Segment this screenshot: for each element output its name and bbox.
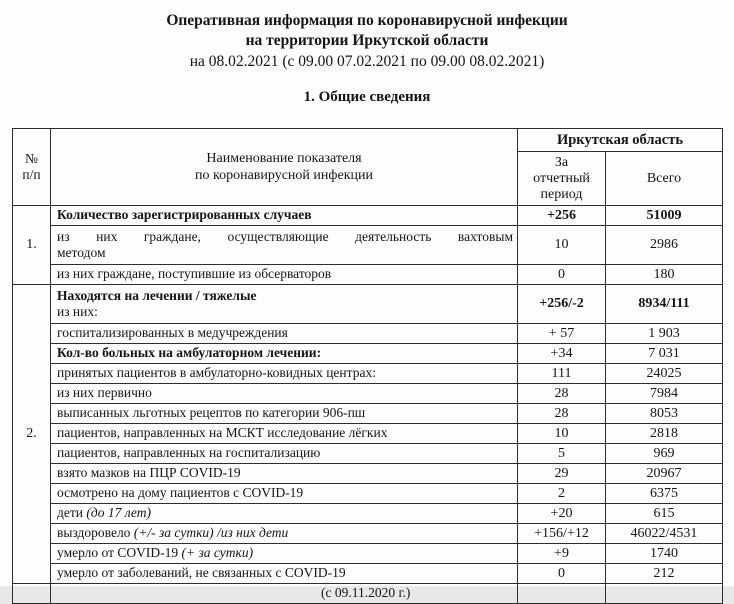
table-row [13,384,723,404]
table-row [13,464,723,484]
indicator-text: пациентов, направленных на госпитализацию [57,445,321,461]
total-value-cell: 7984 [606,384,723,404]
table-row [13,544,723,564]
indicator-italic-note: (+/- за сутки) /из них дети [133,525,289,541]
total-value-cell: 615 [606,504,723,524]
indicator-cell [51,285,518,324]
total-value-cell: 2818 [606,424,723,444]
indicator-cell [51,265,518,285]
indicator-text: пациентов, направленных на МСКТ исследование лёгких [57,425,388,441]
period-value-cell: +34 [518,344,606,364]
table-row [13,424,723,444]
total-value-cell: 1 903 [606,324,723,344]
table-row [13,504,723,524]
indicator-cell [51,564,518,584]
table-header-row-1 [13,129,723,152]
row-number-cell [13,584,51,604]
period-value-cell: 0 [518,265,606,285]
table-row [13,484,723,504]
period-value-cell: +256/-2 [518,285,606,324]
table-row [13,524,723,544]
column-header-total: Всего [606,152,723,206]
indicator-subtext: из них: [57,304,98,319]
indicator-text: Находятся на лечении / тяжелые [57,287,257,303]
indicator-text: Кол-во больных на амбулаторном лечении: [57,345,322,361]
title-line-1: Оперативная информация по коронавирусной инфекции [166,12,568,29]
table-row [13,344,723,364]
indicator-text: умерло от COVID-19 (+ за сутки) [57,545,254,561]
column-header-region: Иркутская область [518,129,723,152]
indicator-cell [51,424,518,444]
total-value-cell: 6375 [606,484,723,504]
period-value-cell: +256 [518,206,606,226]
period-header-line1: За [554,154,569,170]
indicator-cell [51,344,518,364]
column-header-number [13,129,51,206]
table-row [13,226,723,265]
period-value-cell: 0 [518,564,606,584]
period-value-cell: 2 [518,484,606,504]
indicator-header-line2: по коронавирусной инфекции [195,168,373,183]
indicator-cell [51,404,518,424]
period-value-cell: 111 [518,364,606,384]
table-row [13,564,723,584]
general-info-table [12,128,723,604]
indicator-text: из них граждане, осуществляющие деятельность вахтовым [57,228,513,244]
indicator-text: осмотрено на дому пациентов с COVID-19 [57,485,304,501]
total-value-cell: 1740 [606,544,723,564]
total-value-cell: 969 [606,444,723,464]
indicator-cell [51,324,518,344]
indicator-text: из них граждане, поступившие из обсерваторов [57,266,332,282]
total-value-cell: 24025 [606,364,723,384]
total-value-cell: 51009 [606,206,723,226]
table-body [13,206,723,604]
table-row [13,444,723,464]
indicator-text: выписанных льготных рецептов по категории 906-пш [57,405,366,421]
indicator-cell [51,364,518,384]
period-header-line2: отчетный [533,170,590,186]
period-value-cell: 10 [518,226,606,265]
indicator-text: умерло от заболеваний, не связанных с COVID-19 [57,565,346,581]
period-header-line3: период [540,186,583,202]
period-value-cell: 10 [518,424,606,444]
total-value-cell: 8934/111 [606,285,723,324]
indicator-cell [51,484,518,504]
period-value-cell: 29 [518,464,606,484]
table-row [13,364,723,384]
indicator-cell [51,504,518,524]
indicator-text: госпитализированных в медучреждения [57,325,288,341]
indicator-text: Количество зарегистрированных случаев [57,207,312,223]
period-value-cell: 28 [518,384,606,404]
period-value-cell [518,584,606,604]
indicator-cell [51,544,518,564]
total-value-cell [606,584,723,604]
table-row [13,285,723,324]
period-value-cell: +9 [518,544,606,564]
number-header-line1: № [25,151,38,166]
period-value-cell: +20 [518,504,606,524]
indicator-text: из них первично [57,385,152,401]
indicator-cell [51,444,518,464]
indicator-cell [51,206,518,226]
indicator-text: дети (до 17 лет) [57,505,151,521]
title-line-3: на 08.02.2021 (с 09.00 07.02.2021 по 09.00 08.02.2021) [189,53,545,70]
indicator-cell [51,226,518,265]
number-header-line2: п/п [22,167,41,182]
total-value-cell: 20967 [606,464,723,484]
total-value-cell: 2986 [606,226,723,265]
table-row-partial [13,584,723,604]
indicator-text: взято мазков на ПЦР COVID-19 [57,465,241,481]
indicator-text: принятых пациентов в амбулаторно-ковидных центрах: [57,365,376,381]
indicator-cell: (с 09.11.2020 г.) [51,584,518,604]
indicator-cell [51,464,518,484]
total-value-cell: 46022/4531 [606,524,723,544]
indicator-text: выздоровело (+/- за сутки) /из них дети [57,525,289,541]
period-value-cell: 28 [518,404,606,424]
period-value-cell: + 57 [518,324,606,344]
total-value-cell: 180 [606,265,723,285]
column-header-indicator [51,129,518,206]
total-value-cell: 8053 [606,404,723,424]
table-row [13,324,723,344]
row-number-cell: 2. [13,285,51,584]
total-value-cell: 212 [606,564,723,584]
title-line-2: на территории Иркутской области [245,32,489,49]
indicator-italic-note: (+ за сутки) [181,545,254,561]
section-heading: 1. Общие сведения [303,89,431,105]
indicator-header-line1: Наименование показателя [206,151,362,166]
column-header-period [518,152,606,206]
period-value-cell: 5 [518,444,606,464]
table-row [13,265,723,285]
table-row [13,404,723,424]
table-row [13,206,723,226]
period-value-cell: +156/+12 [518,524,606,544]
row-number-cell: 1. [13,206,51,285]
indicator-cell [51,524,518,544]
indicator-italic-note: (до 17 лет) [86,505,151,521]
indicator-cell [51,384,518,404]
indicator-subtext: методом [57,245,106,260]
total-value-cell: 7 031 [606,344,723,364]
document-header [0,0,734,106]
